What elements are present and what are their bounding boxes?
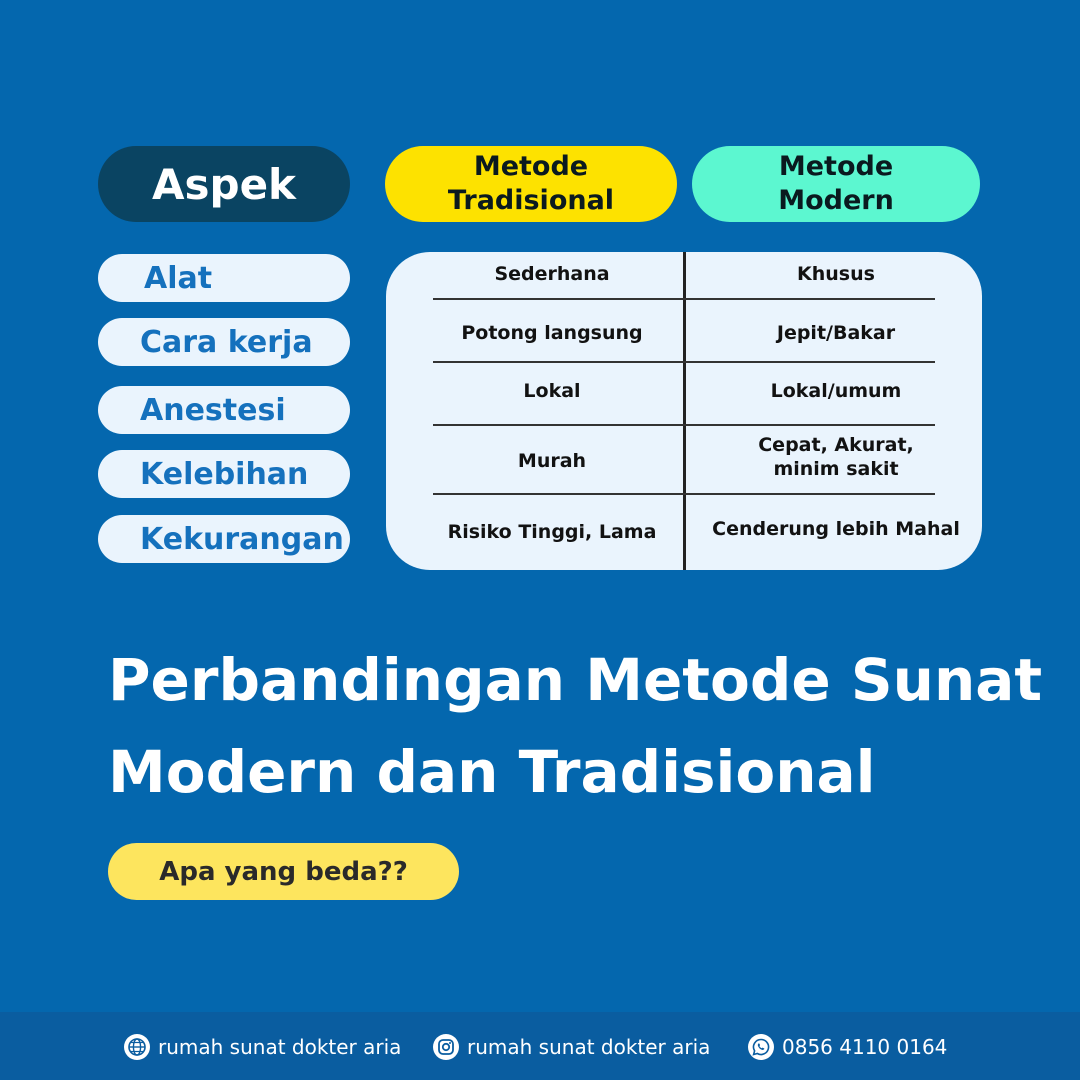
comparison-table <box>386 252 982 570</box>
modern-cell-alat: Khusus <box>797 263 875 285</box>
traditional-method-header <box>385 146 677 222</box>
globe-icon <box>124 1034 150 1060</box>
aspect-label: Cara kerja <box>140 324 313 360</box>
aspect-item-cara-kerja <box>98 318 350 366</box>
traditional-header-line1: Metode <box>473 151 589 182</box>
page-title <box>108 634 1048 818</box>
footer-website[interactable] <box>124 1032 401 1062</box>
aspect-label: Kekurangan <box>140 521 344 557</box>
footer-website-label: rumah sunat dokter aria <box>158 1035 402 1059</box>
aspect-label: Anestesi <box>140 392 286 428</box>
modern-header-line1: Metode <box>778 151 894 182</box>
footer-bar <box>0 1012 1080 1080</box>
traditional-cell-cara-kerja: Potong langsung <box>461 322 643 344</box>
traditional-header-line2: Tradisional <box>447 185 615 216</box>
traditional-cell-kekurangan: Risiko Tinggi, Lama <box>447 521 657 543</box>
page-title-line1: Perbandingan Metode Sunat <box>108 646 1043 714</box>
aspect-item-kelebihan <box>98 450 350 498</box>
row-divider <box>433 493 935 495</box>
modern-method-header <box>692 146 980 222</box>
aspect-label: Kelebihan <box>140 456 309 492</box>
footer-whatsapp[interactable] <box>748 1032 947 1062</box>
traditional-cell-alat: Sederhana <box>494 263 610 285</box>
footer-whatsapp-label: 0856 4110 0164 <box>782 1035 948 1059</box>
aspek-header <box>98 146 350 222</box>
instagram-icon <box>433 1034 459 1060</box>
modern-cell-kekurangan: Cenderung lebih Mahal <box>712 518 960 540</box>
aspect-item-anestesi <box>98 386 350 434</box>
aspect-item-alat <box>98 254 350 302</box>
page-title-line2: Modern dan Tradisional <box>108 738 876 806</box>
aspek-header-label: Aspek <box>152 159 296 209</box>
modern-cell-kelebihan: Cepat, Akurat, minim sakit <box>758 434 914 480</box>
footer-instagram-label: rumah sunat dokter aria <box>467 1035 711 1059</box>
modern-cell-cara-kerja: Jepit/Bakar <box>776 322 896 344</box>
footer-instagram[interactable] <box>433 1032 710 1062</box>
traditional-cell-kelebihan: Murah <box>517 450 587 472</box>
row-divider <box>433 424 935 426</box>
modern-cell-anestesi: Lokal/umum <box>770 380 902 402</box>
traditional-cell-anestesi: Lokal <box>523 380 581 402</box>
aspect-item-kekurangan <box>98 515 350 563</box>
cta-label: Apa yang beda?? <box>159 856 408 887</box>
modern-header-line2: Modern <box>778 185 894 216</box>
row-divider <box>433 298 935 300</box>
row-divider <box>433 361 935 363</box>
aspect-label: Alat <box>144 260 213 296</box>
cta-badge <box>108 843 459 900</box>
whatsapp-icon <box>748 1034 774 1060</box>
